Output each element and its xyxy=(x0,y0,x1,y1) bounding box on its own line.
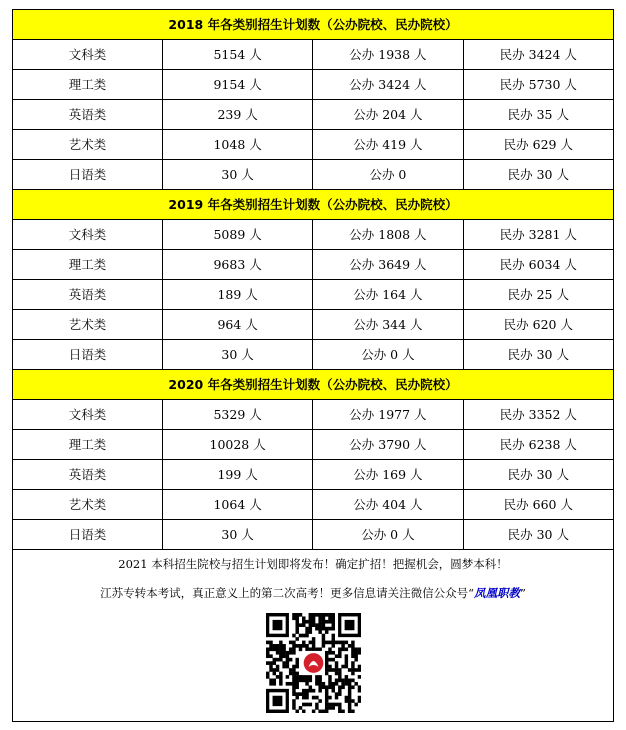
total-cell: 5154 人 xyxy=(163,40,313,70)
section-title: 2018 年各类别招生计划数（公办院校、民办院校） xyxy=(13,10,614,40)
private-cell: 民办 30 人 xyxy=(463,460,613,490)
public-cell: 公办 419 人 xyxy=(313,130,463,160)
enrollment-table xyxy=(12,9,614,550)
private-cell: 民办 30 人 xyxy=(463,340,613,370)
qr-code-graphic xyxy=(266,613,361,713)
table-row xyxy=(13,430,614,460)
table-row xyxy=(13,250,614,280)
private-cell: 民办 3424 人 xyxy=(463,40,613,70)
total-cell: 30 人 xyxy=(163,160,313,190)
table-row xyxy=(13,130,614,160)
table-row xyxy=(13,520,614,550)
table-row xyxy=(13,340,614,370)
category-cell: 英语类 xyxy=(13,460,163,490)
footer-line-1: 2021 本科招生院校与招生计划即将发布！确定扩招！把握机会，圆梦本科！ xyxy=(118,557,508,571)
total-cell: 5089 人 xyxy=(163,220,313,250)
private-cell: 民办 620 人 xyxy=(463,310,613,340)
public-cell: 公办 3424 人 xyxy=(313,70,463,100)
category-cell: 日语类 xyxy=(13,520,163,550)
public-cell: 公办 0 人 xyxy=(313,340,463,370)
total-cell: 30 人 xyxy=(163,520,313,550)
category-cell: 理工类 xyxy=(13,430,163,460)
public-cell: 公办 344 人 xyxy=(313,310,463,340)
public-cell: 公办 1808 人 xyxy=(313,220,463,250)
category-cell: 理工类 xyxy=(13,250,163,280)
table-row xyxy=(13,160,614,190)
total-cell: 30 人 xyxy=(163,340,313,370)
footer-line-2-suffix: ” xyxy=(520,586,526,600)
table-row xyxy=(13,100,614,130)
private-cell: 民办 3352 人 xyxy=(463,400,613,430)
table-row xyxy=(13,220,614,250)
private-cell: 民办 6034 人 xyxy=(463,250,613,280)
section-header-row xyxy=(13,190,614,220)
footer-line-2-prefix: 江苏专转本考试，真正意义上的第二次高考！更多信息请关注微信公众号“ xyxy=(100,586,474,600)
public-cell: 公办 0 xyxy=(313,160,463,190)
section-title: 2020 年各类别招生计划数（公办院校、民办院校） xyxy=(13,370,614,400)
private-cell: 民办 25 人 xyxy=(463,280,613,310)
table-row xyxy=(13,70,614,100)
private-cell: 民办 5730 人 xyxy=(463,70,613,100)
private-cell: 民办 30 人 xyxy=(463,520,613,550)
total-cell: 5329 人 xyxy=(163,400,313,430)
wechat-account-name: 凤凰职教 xyxy=(474,586,520,600)
public-cell: 公办 1977 人 xyxy=(313,400,463,430)
public-cell: 公办 3649 人 xyxy=(313,250,463,280)
enrollment-plan-sheet xyxy=(12,9,614,722)
category-cell: 艺术类 xyxy=(13,310,163,340)
category-cell: 艺术类 xyxy=(13,490,163,520)
table-row xyxy=(13,280,614,310)
total-cell: 199 人 xyxy=(163,460,313,490)
total-cell: 964 人 xyxy=(163,310,313,340)
category-cell: 艺术类 xyxy=(13,130,163,160)
table-row xyxy=(13,400,614,430)
category-cell: 文科类 xyxy=(13,40,163,70)
private-cell: 民办 6238 人 xyxy=(463,430,613,460)
section-header-row xyxy=(13,10,614,40)
total-cell: 9683 人 xyxy=(163,250,313,280)
footer-line-2 xyxy=(13,579,613,608)
total-cell: 1064 人 xyxy=(163,490,313,520)
public-cell: 公办 164 人 xyxy=(313,280,463,310)
section-header-row xyxy=(13,370,614,400)
public-cell: 公办 1938 人 xyxy=(313,40,463,70)
private-cell: 民办 629 人 xyxy=(463,130,613,160)
qr-code-icon xyxy=(266,613,361,713)
table-row xyxy=(13,40,614,70)
table-row xyxy=(13,460,614,490)
private-cell: 民办 3281 人 xyxy=(463,220,613,250)
public-cell: 公办 0 人 xyxy=(313,520,463,550)
total-cell: 1048 人 xyxy=(163,130,313,160)
category-cell: 日语类 xyxy=(13,340,163,370)
public-cell: 公办 204 人 xyxy=(313,100,463,130)
total-cell: 189 人 xyxy=(163,280,313,310)
section-title: 2019 年各类别招生计划数（公办院校、民办院校） xyxy=(13,190,614,220)
table-row xyxy=(13,310,614,340)
footer xyxy=(13,550,613,608)
category-cell: 文科类 xyxy=(13,400,163,430)
total-cell: 239 人 xyxy=(163,100,313,130)
private-cell: 民办 30 人 xyxy=(463,160,613,190)
private-cell: 民办 660 人 xyxy=(463,490,613,520)
public-cell: 公办 404 人 xyxy=(313,490,463,520)
table-row xyxy=(13,490,614,520)
total-cell: 10028 人 xyxy=(163,430,313,460)
private-cell: 民办 35 人 xyxy=(463,100,613,130)
category-cell: 理工类 xyxy=(13,70,163,100)
total-cell: 9154 人 xyxy=(163,70,313,100)
category-cell: 文科类 xyxy=(13,220,163,250)
category-cell: 英语类 xyxy=(13,100,163,130)
category-cell: 日语类 xyxy=(13,160,163,190)
category-cell: 英语类 xyxy=(13,280,163,310)
public-cell: 公办 169 人 xyxy=(313,460,463,490)
public-cell: 公办 3790 人 xyxy=(313,430,463,460)
